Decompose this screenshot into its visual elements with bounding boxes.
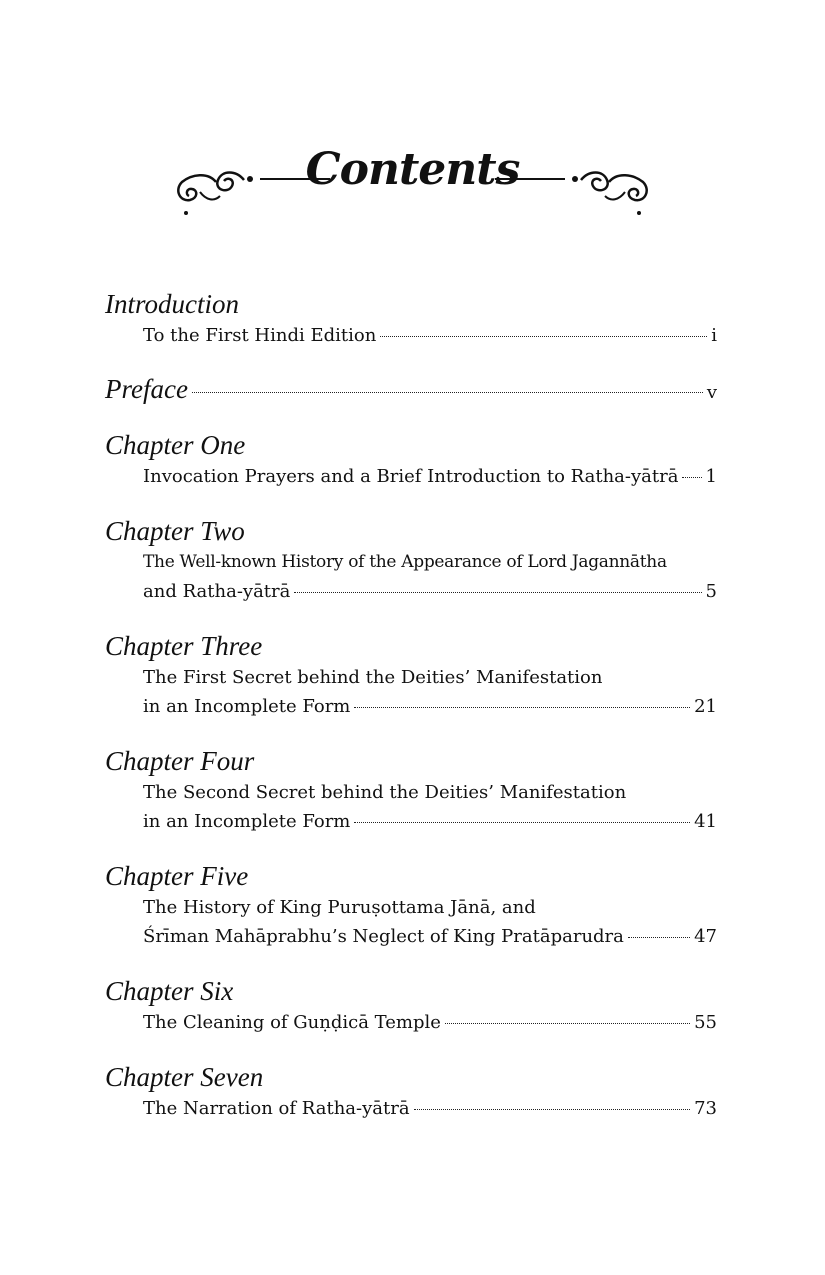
entry-title: The Well-known History of the Appearance of Lord Jagannātha — [143, 552, 667, 572]
toc-line[interactable] — [105, 462, 717, 491]
entry-title: in an Incomplete Form — [143, 811, 351, 832]
dot-leader — [445, 1023, 690, 1024]
table-of-contents — [105, 287, 717, 1123]
section-heading: Chapter Four — [105, 746, 255, 776]
section-heading: Chapter Two — [105, 516, 245, 546]
page-number: v — [706, 382, 717, 403]
page-number: i — [711, 325, 717, 346]
dot-leader — [354, 707, 690, 708]
dot-leader — [414, 1109, 691, 1110]
dot-leader — [192, 392, 703, 393]
page-number: 21 — [694, 696, 717, 717]
toc-entry-chapter-seven — [105, 1060, 717, 1123]
toc-entry-preface — [105, 372, 717, 406]
flourish-right-icon — [485, 140, 655, 220]
dot-leader — [354, 822, 690, 823]
toc-entry-chapter-one — [105, 428, 717, 491]
page-number: 41 — [694, 811, 717, 832]
section-heading: Chapter Six — [105, 976, 234, 1006]
section-heading: Chapter One — [105, 430, 246, 460]
entry-title: Invocation Prayers and a Brief Introduction to Ratha-yātrā — [143, 466, 679, 487]
page-title: Contents — [305, 144, 520, 195]
toc-line[interactable] — [105, 692, 717, 721]
toc-entry-chapter-two — [105, 514, 717, 606]
entry-title: The Second Secret behind the Deities’ Manifestation — [143, 782, 627, 803]
entry-title: The First Secret behind the Deities’ Manifestation — [143, 667, 603, 688]
toc-line[interactable] — [105, 1008, 717, 1037]
dot-leader — [380, 336, 707, 337]
toc-entry-chapter-six — [105, 974, 717, 1037]
page-number: 55 — [694, 1012, 717, 1033]
toc-line[interactable] — [105, 1094, 717, 1123]
page-number: 1 — [705, 466, 717, 487]
toc-line[interactable] — [105, 577, 717, 606]
toc-entry-chapter-five — [105, 859, 717, 951]
page-number: 73 — [694, 1098, 717, 1119]
toc-entry-introduction — [105, 287, 717, 350]
section-heading: Chapter Seven — [105, 1062, 264, 1092]
entry-title: The Cleaning of Guṇḍicā Temple — [143, 1012, 441, 1033]
dot-leader — [294, 592, 701, 593]
dot-leader — [682, 477, 701, 478]
page-number: 47 — [694, 926, 717, 947]
page-number: 5 — [705, 581, 717, 602]
section-heading-line[interactable] — [105, 372, 717, 406]
section-heading: Chapter Three — [105, 631, 263, 661]
toc-line[interactable] — [105, 321, 717, 350]
entry-title: Śrīman Mahāprabhu’s Neglect of King Pratāparudra — [143, 926, 624, 947]
entry-title: in an Incomplete Form — [143, 696, 351, 717]
toc-line[interactable] — [105, 807, 717, 836]
toc-line[interactable] — [105, 922, 717, 951]
contents-title-block — [170, 140, 655, 220]
entry-title: The History of King Puruṣottama Jānā, and — [143, 897, 536, 918]
entry-title: The Narration of Ratha-yātrā — [143, 1098, 410, 1119]
section-heading: Chapter Five — [105, 861, 249, 891]
entry-title: and Ratha-yātrā — [143, 581, 291, 602]
dot-leader — [628, 937, 690, 938]
entry-title: To the First Hindi Edition — [143, 325, 377, 346]
toc-entry-chapter-four — [105, 744, 717, 836]
toc-entry-chapter-three — [105, 629, 717, 721]
section-heading: Introduction — [105, 289, 239, 319]
section-heading: Preface — [105, 374, 188, 404]
